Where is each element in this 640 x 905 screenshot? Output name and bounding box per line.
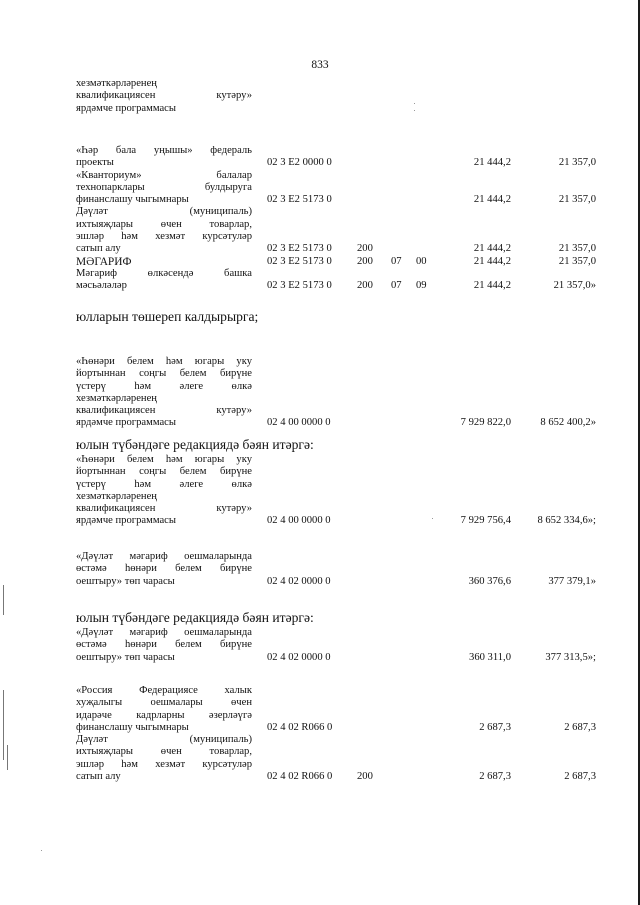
amount-year2-cell: 21 357,0»: [553, 280, 596, 292]
amount-year1-cell: 2 687,3: [479, 771, 511, 783]
code-cell: 02 3 E2 5173 0: [267, 255, 332, 267]
table-block: [76, 685, 616, 783]
row-description: [76, 551, 252, 588]
amount-year1-cell: 21 444,2: [473, 243, 511, 255]
expense-type-cell: 200: [357, 255, 373, 267]
description-line: финанслашу чыгымнары: [76, 194, 189, 206]
row-description: [76, 454, 252, 528]
code-cell: 02 3 E2 0000 0: [267, 157, 332, 169]
description-line: Дәүләт (муниципаль): [76, 206, 252, 218]
description-line: хезмәткәрләренең: [76, 78, 157, 89]
row-description: [76, 206, 252, 255]
description-line: «Һөнәри белем һәм югары уку: [76, 356, 252, 367]
description-line: сатып алу: [76, 771, 121, 783]
amount-year1-cell: 7 929 822,0: [460, 417, 511, 429]
description-line: квалификациясен кутәру»: [76, 405, 252, 417]
description-line: «Дәүләт мәгариф оешмаларында: [76, 551, 252, 562]
scan-speck: [41, 850, 42, 851]
expense-type-cell: 200: [357, 243, 373, 255]
subsection-cell: 09: [416, 280, 427, 292]
description-line: үстерү һәм әлеге өлкә: [76, 478, 252, 490]
amount-year1-cell: 2 687,3: [479, 721, 511, 733]
scan-speck: [432, 518, 433, 519]
amount-year1-cell: 21 444,2: [473, 157, 511, 169]
code-cell: 02 3 E2 5173 0: [267, 243, 332, 255]
description-line: Мәгариф өлкәсендә башка: [76, 267, 252, 279]
amount-year1-cell: 21 444,2: [473, 255, 511, 267]
description-line: ярдәмче программасы: [76, 417, 176, 429]
amount-year2-cell: 21 357,0: [558, 157, 596, 169]
amount-year1-cell: 360 311,0: [469, 651, 511, 663]
table-row: [76, 627, 616, 664]
code-cell: 02 4 00 0000 0: [267, 417, 331, 429]
scan-speck: [414, 110, 415, 111]
edit-instruction: юлын түбәндәге редакциядә бәян итәргә:: [76, 610, 314, 625]
description-line: йортыннан соңгы белем бирүне: [76, 466, 252, 478]
description-line: проекты: [76, 157, 114, 169]
description-line: «Һәр бала уңышы» федераль: [76, 145, 252, 156]
amount-year2-cell: 21 357,0: [558, 194, 596, 206]
description-line: эшләр һәм хезмәт курсәтуләр: [76, 231, 252, 243]
description-line: оештыру» төп чарасы: [76, 575, 175, 587]
amount-year1-cell: 360 376,6: [468, 575, 511, 587]
code-cell: 02 4 00 0000 0: [267, 515, 331, 527]
amount-year2-cell: 8 652 400,2»: [540, 417, 596, 429]
table-row: [76, 145, 616, 170]
description-line: ярдәмче программасы: [76, 102, 176, 114]
description-line: мәсьәләләр: [76, 280, 127, 292]
description-line: «Һөнәри белем һәм югары уку: [76, 454, 252, 465]
page-number: 833: [311, 59, 329, 71]
description-line: «Дәүләт мәгариф оешмаларында: [76, 627, 252, 638]
margin-mark: [3, 585, 4, 615]
table-row: [76, 170, 616, 207]
scan-speck: [414, 103, 415, 104]
amount-year2-cell: 377 313,5»;: [545, 651, 596, 663]
row-description: [76, 268, 252, 293]
table-row: [76, 454, 616, 528]
code-cell: 02 3 E2 5173 0: [267, 280, 332, 292]
amount-year1-cell: 7 929 756,4: [460, 515, 511, 527]
table-row: [76, 268, 616, 293]
description-line: технопарклары булдыруга: [76, 181, 252, 193]
description-line: йортыннан соңгы белем бирүне: [76, 368, 252, 380]
description-line: «Россия Федерациясе халык: [76, 685, 252, 696]
row-description: [76, 145, 252, 170]
code-cell: 02 4 02 R066 0: [267, 721, 333, 733]
code-cell: 02 4 02 0000 0: [267, 575, 331, 587]
description-line: хезмәткәрләренең: [76, 392, 157, 404]
description-line: үстерү һәм әлеге өлкә: [76, 380, 252, 392]
amount-year1-cell: 21 444,2: [473, 194, 511, 206]
table-row: [76, 685, 616, 734]
description-line: квалификациясен кутәру»: [76, 503, 252, 515]
section-cell: 07: [391, 280, 402, 292]
margin-mark: [7, 745, 8, 770]
table-block: [76, 145, 616, 293]
expense-type-cell: 200: [357, 771, 373, 783]
description-line: сатып алу: [76, 243, 121, 255]
table-row: [76, 551, 616, 588]
table-row: [76, 78, 616, 115]
description-line: өстәмә һөнәри белем бирүне: [76, 563, 252, 575]
description-line: МӘГАРИФ: [76, 255, 132, 268]
margin-mark: [3, 690, 4, 760]
amount-year2-cell: 2 687,3: [564, 771, 596, 783]
amount-year2-cell: 8 652 334,6»;: [537, 515, 596, 527]
row-description: [76, 627, 252, 664]
description-line: эшләр һәм хезмәт курсәтуләр: [76, 758, 252, 770]
expense-type-cell: 200: [357, 280, 373, 292]
table-row: [76, 206, 616, 255]
row-description: [76, 170, 252, 207]
edit-instruction: юлларын төшереп калдырырга;: [76, 309, 259, 324]
description-line: «Кванториум» балалар: [76, 169, 252, 181]
table-block: [76, 78, 616, 115]
description-line: хуҗалыгы оешмалары өчен: [76, 697, 252, 709]
description-line: идарәче кадрларны әзерләүгә: [76, 709, 252, 721]
table-row: [76, 734, 616, 783]
description-line: ихтыяҗлары өчен товарлар,: [76, 218, 252, 230]
code-cell: 02 4 02 0000 0: [267, 651, 331, 663]
code-cell: 02 4 02 R066 0: [267, 771, 333, 783]
amount-year1-cell: 21 444,2: [473, 280, 511, 292]
description-line: оештыру» төп чарасы: [76, 651, 175, 663]
row-description: [76, 256, 252, 268]
table-block: [76, 454, 616, 528]
amount-year2-cell: 21 357,0: [558, 243, 596, 255]
edit-instruction: юлын түбәндәге редакциядә бәян итәргә:: [76, 437, 314, 452]
amount-year2-cell: 2 687,3: [564, 721, 596, 733]
table-block: [76, 551, 616, 588]
description-line: Дәүләт (муниципаль): [76, 734, 252, 746]
description-line: квалификациясен кутәру»: [76, 90, 252, 102]
description-line: өстәмә һөнәри белем бирүне: [76, 639, 252, 651]
row-description: [76, 78, 252, 115]
row-description: [76, 356, 252, 430]
table-row: [76, 256, 616, 268]
table-block: [76, 627, 616, 664]
section-cell: 07: [391, 255, 402, 267]
description-line: ихтыяҗлары өчен товарлар,: [76, 746, 252, 758]
subsection-cell: 00: [416, 255, 427, 267]
row-description: [76, 685, 252, 734]
code-cell: 02 3 E2 5173 0: [267, 194, 332, 206]
description-line: хезмәткәрләренең: [76, 490, 157, 502]
table-block: [76, 356, 616, 430]
description-line: ярдәмче программасы: [76, 515, 176, 527]
description-line: финанслашу чыгымнары: [76, 721, 189, 733]
table-row: [76, 356, 616, 430]
row-description: [76, 734, 252, 783]
amount-year2-cell: 21 357,0: [558, 255, 596, 267]
amount-year2-cell: 377 379,1»: [548, 575, 596, 587]
